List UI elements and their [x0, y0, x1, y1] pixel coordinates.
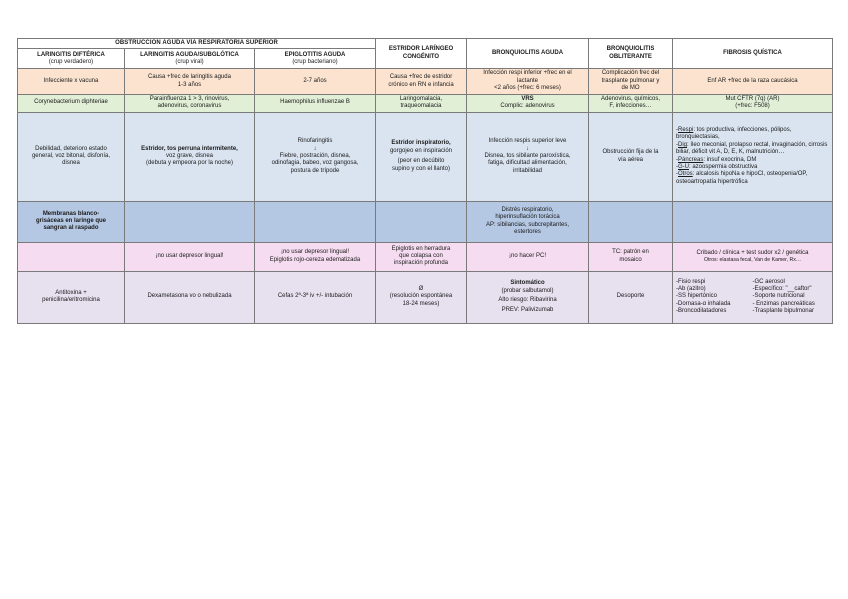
down-arrow-icon: ↓	[526, 145, 529, 152]
row-clinical	[18, 112, 833, 201]
cell-treat-6: Desoporte	[589, 271, 673, 323]
cell-cause-7: Enf AR +frec de la raza caucásica	[673, 69, 833, 94]
cell-agent-4: Laringomalacia, traqueomalacia	[376, 94, 467, 112]
summary-table-sheet	[17, 38, 832, 324]
row-diagnosis	[18, 242, 833, 271]
cell-clin-1: Debilidad, deterioro estado general, voz bitonal, disfonía, disnea	[18, 112, 125, 201]
cell-cause-3: 2-7 años	[255, 69, 376, 94]
cell-clin-2: Estridor, tos perruna intermitente, voz grave, disnea (debuta y empeora por la noche)	[125, 112, 255, 201]
cell-treat-7	[673, 271, 833, 323]
col-header-1: LARINGITIS DIFTÉRICA (crup verdadero)	[18, 49, 125, 69]
row-treatment	[18, 271, 833, 323]
cell-anat-5: Distrés respiratorio, hiperinsuflación torácica AP: sibilancias, subcrepitantes, estertores	[467, 201, 589, 242]
cell-agent-5: VRS Complic: adenovirus	[467, 94, 589, 112]
row-anatomy	[18, 201, 833, 242]
col-header-5: BRONQUIOLITIS AGUDA	[467, 39, 589, 69]
cell-warn-7: Cribado / clínica + test sudor x2 / genética Otros: elastasa fecal, Van de Kamer, Rx…	[673, 242, 833, 271]
cell-warn-2: ¡no usar depresor lingual!	[125, 242, 255, 271]
cell-treat-2: Dexametasona vo o nebulizada	[125, 271, 255, 323]
cell-agent-1: Corynebacterium diphteriae	[18, 94, 125, 112]
col-header-2: LARINGITIS AGUDA/SUBGLÓTICA (crup viral)	[125, 49, 255, 69]
treatment-list-left: -Fisio respi -Ab (azitro) -SS hipertónico -Dornasa-α inhalada -Broncodilatadores	[676, 278, 731, 315]
cell-warn-3: ¡no usar depresor lingual! Epiglotis rojo-cereza edematizada	[255, 242, 376, 271]
cell-agent-2: Parainfluenza 1 > 3, rinovirus, adenovirus, coronavirus	[125, 94, 255, 112]
row-epidemiology	[18, 69, 833, 94]
cell-clin-5: Infección respis superior leve ↓ Disnea, tos sibilante paroxística, fatiga, dificultad alimentación, irritabilidad	[467, 112, 589, 201]
col-header-3: EPIGLOTITIS AGUDA (crup bacteriano)	[255, 49, 376, 69]
cell-anat-1: Membranas blanco- grisáceas en laringe que sangran al raspado	[18, 201, 125, 242]
col-header-4: ESTRIDOR LARÍNGEO CONGÉNITO	[376, 39, 467, 69]
cell-clin-4: Estridor inspiratorio, gorgojeo en inspiración (peor en decúbito supino y con el llanto)	[376, 112, 467, 201]
cell-cause-1: Infecciente x vacuna	[18, 69, 125, 94]
down-arrow-icon: ↓	[313, 145, 317, 152]
cell-treat-1: Antitoxina + penicilina/eritromicina	[18, 271, 125, 323]
cell-treat-4: Ø (resolución espontánea 18-24 meses)	[376, 271, 467, 323]
group-title: OBSTRUCCIÓN AGUDA VÍA RESPIRATORIA SUPERIOR	[18, 39, 376, 49]
cell-cause-2: Causa +frec de laringitis aguda 1-3 años	[125, 69, 255, 94]
cell-cause-6: Complicación frec del trasplante pulmonar y de MO	[589, 69, 673, 94]
cell-warn-1	[18, 242, 125, 271]
cell-anat-2	[125, 201, 255, 242]
cell-cause-4: Causa +frec de estridor crónico en RN e infancia	[376, 69, 467, 94]
group-header-row	[18, 39, 833, 49]
cell-anat-6	[589, 201, 673, 242]
cell-cause-5: Infección respi inferior +frec en el lactante <2 años (+frec: 6 meses)	[467, 69, 589, 94]
cell-warn-5: ¡no hacer PC!	[467, 242, 589, 271]
cell-treat-5: Sintomático (probar salbutamol) Alto riesgo: Ribavirina PREV: Palivizumab	[467, 271, 589, 323]
col-header-6: BRONQUIOLITIS OBLITERANTE	[589, 39, 673, 69]
row-etiology	[18, 94, 833, 112]
cell-clin-6: Obstrucción fija de la vía aérea	[589, 112, 673, 201]
cell-anat-7	[673, 201, 833, 242]
cell-anat-3	[255, 201, 376, 242]
cell-agent-3: Haemophilus influenzae B	[255, 94, 376, 112]
cell-anat-4	[376, 201, 467, 242]
cell-agent-7: Mut CFTR (7q) (AR) (+frec: F508)	[673, 94, 833, 112]
cell-clin-7: -Respi: tos productiva, infecciones, pólipos, bronquiectasias, -Dig: íleo meconial, prolapso rectal, invaginación, cirrosis biliar, déficit vit A, D, E, K, malnutrición… -Páncreas: insuf exocrina, DM -G-U: azoospermia obstructiva -Otros: alcalosis hipoNa e hipoCl, osteopenia/OP, osteoartropatía hipertrófica	[673, 112, 833, 201]
cell-agent-6: Adenovirus, químicos, F, infecciones…	[589, 94, 673, 112]
respiratory-obstruction-table	[17, 38, 833, 324]
cell-warn-4: Epiglotis en herradura que colapsa con inspiración profunda	[376, 242, 467, 271]
cell-treat-3: Cefas 2ª-3ª iv +/- intubación	[255, 271, 376, 323]
col-header-7: FIBROSIS QUÍSTICA	[673, 39, 833, 69]
cell-warn-6: TC: patrón en mosaico	[589, 242, 673, 271]
cell-clin-3: Rinofaringitis ↓ Fiebre, postración, disnea, odinofagia, babeo, voz gangosa, postura de trípode	[255, 112, 376, 201]
treatment-list-right: -GC aerosol -Específico: "__caftor" -Soporte nutricional - Enzimas pancreáticas -Trasplante bipulmonar	[752, 278, 815, 315]
